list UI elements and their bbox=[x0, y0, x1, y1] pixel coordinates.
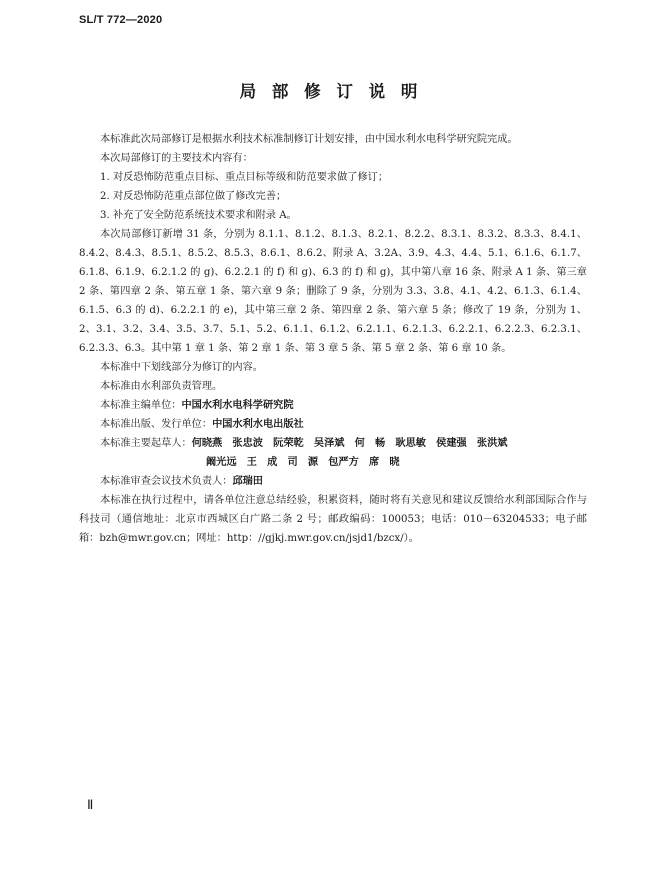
publisher-unit: 中国水利水电出版社 bbox=[212, 419, 304, 430]
drafters-names: 何晓燕 张忠波 阮荣乾 吴泽斌 何 畅 耿思敏 侯建强 张洪斌 bbox=[191, 438, 508, 449]
chief-editor-label: 本标准主编单位： bbox=[100, 400, 182, 411]
publisher-line bbox=[79, 415, 587, 434]
standard-code: SL/T 772—2020 bbox=[79, 14, 163, 26]
main-content-label: 本次局部修订的主要技术内容有： bbox=[100, 153, 253, 164]
managed-by: 本标准由水利部负责管理。 bbox=[100, 381, 223, 392]
chief-editor-line bbox=[79, 396, 587, 415]
document-body bbox=[79, 130, 587, 548]
list-item: 2. 对反恐怖防范重点部位做了修改完善； bbox=[100, 191, 287, 202]
drafters-line bbox=[79, 434, 587, 453]
intro-paragraph: 本标准此次局部修订是根据水利技术标准制修订计划安排，由中国水利水电科学研究院完成。 bbox=[100, 134, 518, 145]
page-number: Ⅱ bbox=[87, 797, 94, 812]
reviewer-line bbox=[79, 472, 587, 491]
chief-editor-unit: 中国水利水电科学研究院 bbox=[181, 400, 294, 411]
underline-note: 本标准中下划线部分为修订的内容。 bbox=[100, 362, 263, 373]
feedback-paragraph: 本标准在执行过程中，请各单位注意总结经验，积累资料，随时将有关意见和建议反馈给水利部国际合作与科技司（通信地址：北京市西城区白广路二条 2 号；邮政编码：100053；电话：010－63204533；电子邮箱：bzh@mwr.gov.cn；网址：http：//gjkj.mwr.gov.cn/jsjd1/bzcx/）。 bbox=[79, 495, 587, 544]
list-item: 3. 补充了安全防范系统技术要求和附录 A。 bbox=[100, 210, 297, 221]
publisher-label: 本标准出版、发行单位： bbox=[100, 419, 213, 430]
revision-summary-paragraph: 本次局部修订新增 31 条，分别为 8.1.1、8.1.2、8.1.3、8.2.1、8.2.2、8.3.1、8.3.2、8.3.3、8.4.1、8.4.2、8.4.3、8.5.1、8.5.2、8.5.3、8.6.1、8.6.2、附录 A、3.2A、3.9、4.3、4.4、5.1、6.1.6、6.1.7、6.1.8、6.1.9、6.2.1.2 的 g)、6.2.2.1 的 f) 和 g)、6.3 的 f) 和 g)，其中第八章 16 条、附录 A 1 条、第三章 2 条、第四章 2 条、第五章 1 条、第六章 9 条；删除了 9 条，分别为 3.3、3.8、4.1、4.2、6.1.3、6.1.4、6.1.5、6.3 的 d)、6.2.2.1 的 e)，其中第三章 2 条、第四章 2 条、第六章 5 条；修改了 19 条，分别为 1、2、3.1、3.2、3.4、3.5、3.7、5.1、5.2、6.1.1、6.1.2、6.2.1.1、6.2.1.3、6.2.2.1、6.2.2.3、6.2.3.1、6.2.3.3、6.3。其中第 1 章 1 条、第 2 章 1 条、第 3 章 5 条、第 5 章 2 条、第 6 章 10 条。 bbox=[79, 229, 587, 354]
list-item: 1. 对反恐怖防范重点目标、重点目标等级和防范要求做了修订； bbox=[100, 172, 389, 183]
reviewer-label: 本标准审查会议技术负责人： bbox=[100, 476, 233, 487]
drafters-names-continued: 阚光远 王 成 司 源 包严方 席 晓 bbox=[206, 457, 400, 468]
reviewer-name: 邱瑞田 bbox=[232, 476, 263, 487]
drafters-label: 本标准主要起草人： bbox=[100, 438, 192, 449]
page-title: 局 部 修 订 说 明 bbox=[239, 82, 423, 101]
